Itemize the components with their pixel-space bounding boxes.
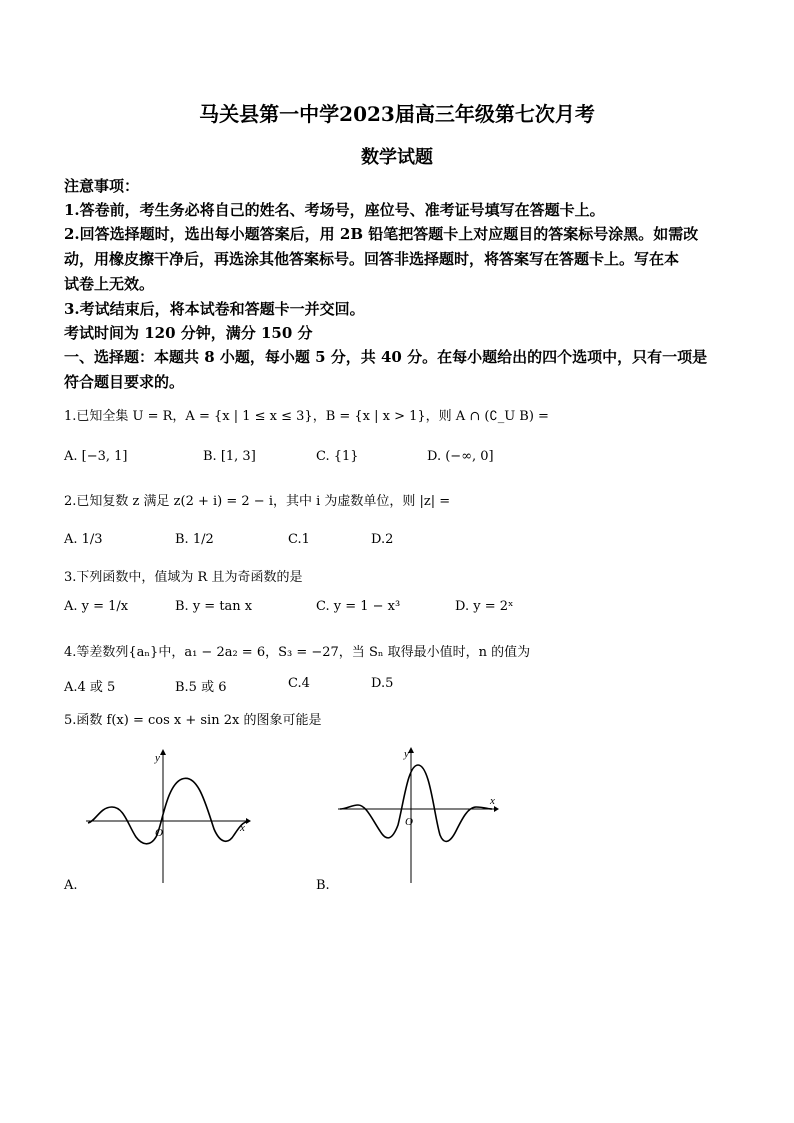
question-4-stem: 4.等差数列{aₙ}中，a₁ − 2a₂ = 6，S₃ = −27，当 Sₙ 取得最小值时，n 的值为 — [64, 645, 531, 660]
note-item-1: 1.答卷前，考生务必将自己的姓名、考场号，座位号、准考证号填写在答题卡上。 — [64, 201, 605, 219]
graph-option-b — [334, 745, 504, 885]
graph-b-y-label: y — [404, 748, 409, 760]
graph-a-y-label: y — [155, 752, 160, 764]
exam-subtitle: 数学试题 — [361, 147, 433, 168]
question-2-option-d: D.2 — [371, 532, 394, 547]
graph-option-a — [82, 745, 252, 885]
question-2-option-a: A. 1/3 — [64, 532, 103, 547]
graph-a-y-arrow — [160, 749, 166, 755]
question-4-option-b: B.5 或 6 — [175, 680, 227, 695]
question-3-option-d: D. y = 2ˣ — [455, 599, 514, 614]
question-2-option-b: B. 1/2 — [175, 532, 214, 547]
question-1-stem: 1.已知全集 U = R，A = {x | 1 ≤ x ≤ 3}，B = {x | x > 1}，则 A ∩ (∁_U B) = — [64, 409, 549, 424]
question-2-stem: 2.已知复数 z 满足 z(2 + i) = 2 − i，其中 i 为虚数单位，则 |z| = — [64, 494, 451, 509]
question-5-option-b: B. — [316, 878, 330, 893]
question-5-stem: 5.函数 f(x) = cos x + sin 2x 的图象可能是 — [64, 713, 322, 728]
graph-b-y-arrow — [408, 747, 414, 753]
question-3-option-c: C. y = 1 − x³ — [316, 599, 401, 614]
graph-b-origin-label: O — [405, 816, 413, 828]
graph-a-x-arrow — [246, 818, 251, 824]
question-3-stem: 3.下列函数中，值域为 R 且为奇函数的是 — [64, 570, 303, 585]
section-heading-line-2: 符合题目要求的。 — [64, 373, 185, 391]
graph-b-curve — [340, 765, 492, 841]
notes-heading: 注意事项： — [64, 177, 140, 195]
question-1-option-d: D. (−∞, 0] — [427, 449, 494, 464]
question-5-option-a: A. — [64, 878, 78, 893]
note-item-2-line-3: 试卷上无效。 — [64, 275, 155, 293]
exam-title: 马关县第一中学2023届高三年级第七次月考 — [199, 102, 595, 126]
note-item-2-line-1: 2.回答选择题时，选出每小题答案后，用 2B 铅笔把答题卡上对应题目的答案标号涂黑。如需改 — [64, 225, 699, 243]
question-1-option-c: C. {1} — [316, 449, 359, 464]
graph-a-curve — [88, 778, 246, 844]
question-1-option-b: B. [1, 3] — [203, 449, 256, 464]
note-item-2-line-2: 动，用橡皮擦干净后，再选涂其他答案标号。回答非选择题时，将答案写在答题卡上。写在本 — [64, 250, 680, 268]
graph-a-x-label: x — [240, 822, 245, 834]
question-4-option-c: C.4 — [288, 676, 310, 691]
graph-b-x-label: x — [490, 795, 495, 807]
section-heading-line-1: 一、选择题：本题共 8 小题，每小题 5 分，共 40 分。在每小题给出的四个选项中，只有一项是 — [64, 348, 708, 366]
question-4-option-d: D.5 — [371, 676, 394, 691]
question-2-option-c: C.1 — [288, 532, 310, 547]
question-3-option-a: A. y = 1/x — [64, 599, 129, 614]
question-4-option-a: A.4 或 5 — [64, 680, 116, 695]
note-item-3: 3.考试结束后，将本试卷和答题卡一并交回。 — [64, 300, 365, 318]
question-1-option-a: A. [−3, 1] — [64, 449, 128, 464]
exam-time-info: 考试时间为 120 分钟，满分 150 分 — [64, 324, 313, 342]
question-3-option-b: B. y = tan x — [175, 599, 253, 614]
graph-a-origin-label: O — [155, 827, 163, 839]
